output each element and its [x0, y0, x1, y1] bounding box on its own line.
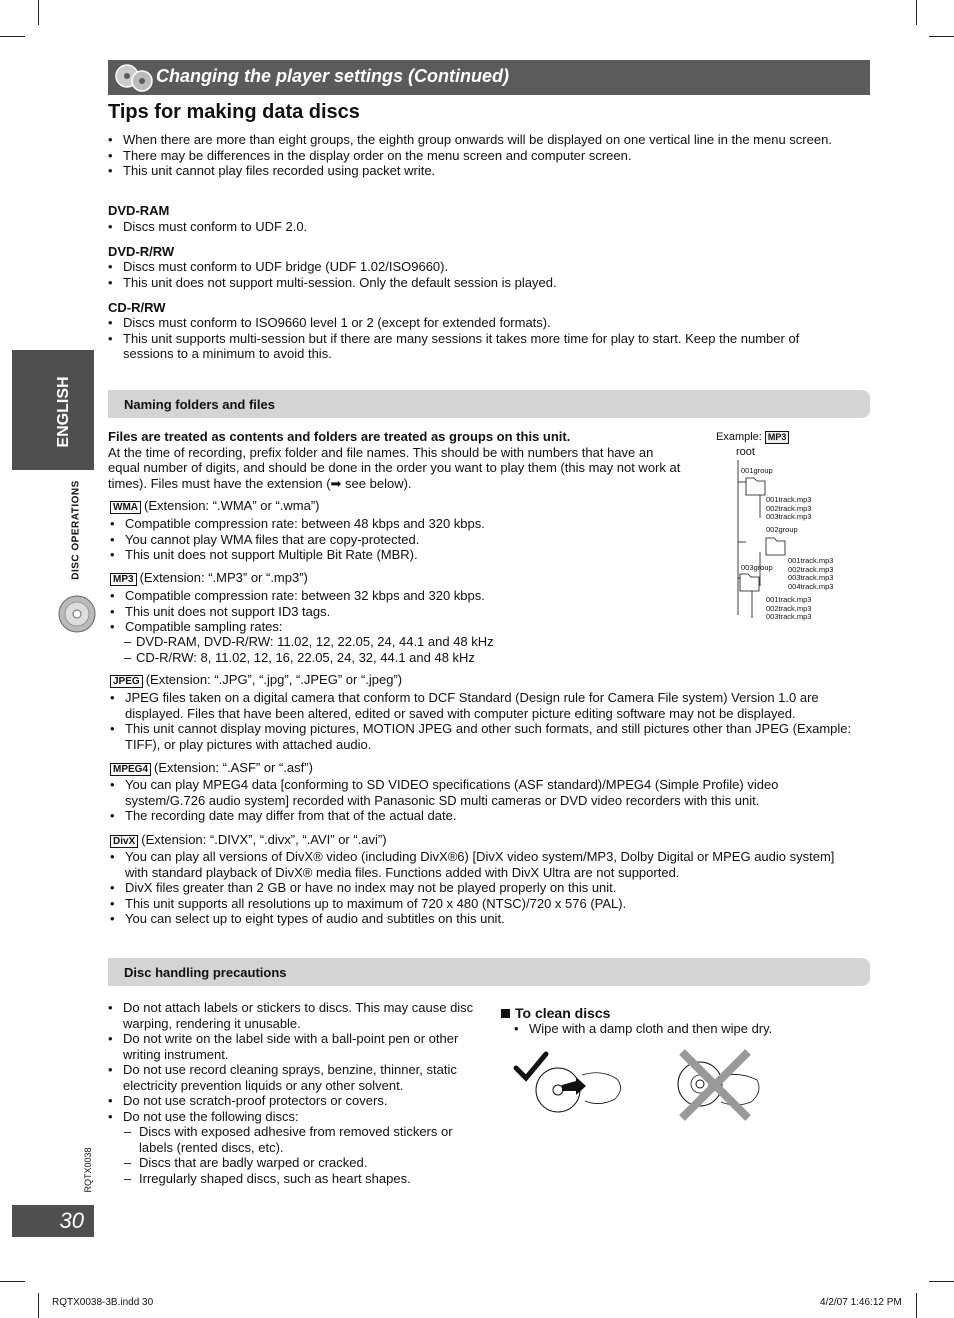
tree-track: 004track.mp3 — [788, 581, 834, 591]
footer-date: 4/2/07 1:46:12 PM — [820, 1297, 902, 1308]
tree-track: 003track.mp3 — [788, 573, 834, 582]
language-tab — [12, 350, 94, 470]
section-title: Naming folders and files — [124, 397, 275, 412]
footer-file: RQTX0038-3B.indd 30 — [52, 1297, 154, 1308]
list-item: • Do not attach labels or stickers to discs. This may cause disc warping, rendering it unusable. — [108, 1000, 478, 1031]
mp3-list — [110, 588, 700, 635]
list-item: • DivX files greater than 2 GB or have no index may not be played properly on this unit. — [110, 880, 855, 896]
wma-list — [110, 516, 700, 563]
list-item: – Discs that are badly warped or cracked. — [124, 1155, 476, 1171]
crop-mark — [0, 36, 25, 37]
list-item: • This unit does not support Multiple Bit Rate (MBR). — [110, 547, 700, 563]
tree-track: 001track.mp3 — [788, 556, 834, 565]
list-item: • You cannot play WMA files that are copy-protected. — [110, 532, 700, 548]
incorrect-cleaning-illustration — [672, 1048, 772, 1123]
format-tag: JPEG — [110, 675, 143, 688]
list-item: – Discs with exposed adhesive from removed stickers or labels (rented discs, etc). — [124, 1124, 476, 1155]
jpeg-heading — [110, 672, 402, 688]
format-tag: MP3 — [110, 573, 137, 586]
dvd-r-heading: DVD-R/RW — [108, 244, 175, 259]
format-tag: MPEG4 — [110, 763, 151, 776]
intro-list — [108, 132, 848, 179]
list-item: – CD-R/RW: 8, 11.02, 12, 16, 22.05, 24, 32, 44.1 and 48 kHz — [124, 650, 704, 666]
divx-heading — [110, 832, 387, 848]
mp3-heading — [110, 570, 308, 586]
example-label — [716, 431, 792, 444]
tree-track-list — [766, 496, 811, 522]
tree-group-label: 002group — [766, 525, 798, 534]
clean-title: To clean discs — [515, 1005, 611, 1021]
cd-r-heading: CD-R/RW — [108, 300, 166, 315]
handling-section-bar — [108, 958, 870, 986]
list-item: • Compatible compression rate: between 48 kbps and 320 kbps. — [110, 516, 700, 532]
list-item: • Compatible sampling rates: — [110, 619, 700, 635]
section-side-label: DISC OPERATIONS — [70, 480, 82, 580]
mpeg4-heading — [110, 760, 313, 776]
format-tag: WMA — [110, 501, 141, 514]
list-item: • There may be differences in the display order on the menu screen and computer screen. — [108, 148, 848, 164]
list-item: • You can play MPEG4 data [conforming to SD VIDEO specifications (ASF standard)/MPEG4 (Simple Profile) video system/G.726 audio system] recorded with Panasonic SD multi cameras or DVD video recorders with this unit. — [110, 777, 850, 808]
tree-group-label: 003group — [741, 563, 773, 572]
cd-r-list — [108, 315, 853, 362]
crop-mark — [916, 1293, 917, 1318]
page-number: 30 — [59, 1208, 84, 1233]
tree-track-list — [788, 557, 833, 591]
list-item: • This unit does not support multi-session. Only the default session is played. — [108, 275, 848, 291]
tree-track-list — [766, 596, 811, 622]
extension-text: (Extension: “.ASF” or “.asf”) — [154, 760, 313, 775]
dvd-ram-list — [108, 219, 848, 235]
list-item: • This unit does not support ID3 tags. — [110, 604, 700, 620]
crop-mark — [38, 1293, 39, 1318]
extension-text: (Extension: “.WMA” or “.wma”) — [144, 498, 320, 513]
wma-heading — [110, 498, 320, 514]
extension-text: (Extension: “.MP3” or “.mp3”) — [139, 570, 308, 585]
page-number-box — [12, 1205, 94, 1237]
lead-tail: see below). — [341, 475, 412, 491]
list-item: • When there are more than eight groups, the eighth group onwards will be displayed on one vertical line in the menu screen. — [108, 132, 848, 148]
square-bullet-icon — [501, 1009, 510, 1018]
clean-heading — [501, 1005, 610, 1021]
tree-track: 001track.mp3 — [766, 495, 812, 504]
tree-track: 001track.mp3 — [766, 595, 812, 604]
handling-disc-list — [124, 1124, 476, 1186]
clean-list — [514, 1021, 844, 1037]
mp3-sampling-list — [124, 634, 704, 665]
list-item: • Wipe with a damp cloth and then wipe dry. — [514, 1021, 844, 1037]
list-item: • You can select up to eight types of audio and subtitles on this unit. — [110, 911, 855, 927]
example-text: Example: — [716, 431, 762, 443]
correct-cleaning-illustration — [512, 1050, 632, 1120]
extension-text: (Extension: “.JPG”, “.jpg”, “.JPEG” or “.jpeg”) — [145, 672, 403, 687]
mpeg4-list — [110, 777, 850, 824]
handling-list — [108, 1000, 478, 1124]
tree-root: root — [736, 446, 755, 458]
extension-text: (Extension: “.DIVX”, “.divx”, “.AVI” or “.avi”) — [141, 832, 387, 847]
crop-mark — [38, 0, 39, 25]
lead-text: At the time of recording, prefix folder and file names. This should be with numbers that have an equal number of digits, and should be done in the order you want to play them (this may not work at times). Files must have the extension ( — [108, 444, 681, 491]
crop-mark — [0, 1281, 25, 1282]
list-item: • JPEG files taken on a digital camera that conform to DCF Standard (Design rule for Camera File system) Version 1.0 are displayed. Files that have been altered, edited or saved with computer picture editing software may not be displayed. — [110, 690, 868, 721]
crop-mark — [916, 0, 917, 25]
tree-track: 003track.mp3 — [766, 612, 812, 621]
header-bar — [108, 60, 870, 95]
list-item: • This unit cannot play files recorded using packet write. — [108, 163, 848, 179]
dvd-ram-heading: DVD-RAM — [108, 203, 170, 218]
list-item: • Do not use record cleaning sprays, benzine, thinner, static electricity prevention liquids or any other solvent. — [108, 1062, 478, 1093]
list-item: • This unit cannot display moving pictures, MOTION JPEG and other such formats, and still pictures other than JPEG (Example: TIFF), or play pictures with attached audio. — [110, 721, 868, 752]
list-item: • Do not use scratch-proof protectors or covers. — [108, 1093, 478, 1109]
list-item: • Discs must conform to UDF 2.0. — [108, 219, 848, 235]
tree-track: 003track.mp3 — [766, 512, 812, 521]
jpeg-list — [110, 690, 868, 752]
crop-mark — [929, 36, 954, 37]
naming-section-bar — [108, 390, 870, 418]
list-item: • Do not use the following discs: — [108, 1109, 478, 1125]
document-code: RQTX0038 — [83, 1147, 93, 1193]
list-item: • You can play all versions of DivX® video (including DivX®6) [DivX video system/MP3, Dolby Digital or MPEG audio system] with standard playback of DivX® media files. Functions added with DivX Ultra are not supported. — [110, 849, 855, 880]
list-item: • Discs must conform to ISO9660 level 1 or 2 (except for extended formats). — [108, 315, 853, 331]
list-item: • This unit supports all resolutions up to maximum of 720 x 480 (NTSC)/720 x 576 (PAL). — [110, 896, 855, 912]
page-title: Tips for making data discs — [108, 101, 360, 123]
format-tag: DivX — [110, 835, 138, 848]
section-header-title: Changing the player settings (Continued) — [156, 66, 510, 86]
dvd-r-list — [108, 259, 848, 290]
section-title: Disc handling precautions — [124, 965, 287, 980]
discs-icon — [114, 63, 154, 93]
list-item: – Irregularly shaped discs, such as heart shapes. — [124, 1171, 476, 1187]
tree-track: 002track.mp3 — [766, 503, 812, 513]
tree-group-label: 001group — [741, 466, 773, 475]
list-item: • Discs must conform to UDF bridge (UDF 1.02/ISO9660). — [108, 259, 848, 275]
list-item: • The recording date may differ from that of the actual date. — [110, 808, 850, 824]
crop-mark — [929, 1281, 954, 1282]
tree-track: 002track.mp3 — [766, 603, 812, 613]
naming-lead — [108, 429, 683, 491]
divx-list — [110, 849, 855, 927]
disc-icon — [57, 594, 97, 634]
list-item: • Do not write on the label side with a ball-point pen or other writing instrument. — [108, 1031, 478, 1062]
list-item: • Compatible compression rate: between 32 kbps and 320 kbps. — [110, 588, 700, 604]
tree-track: 002track.mp3 — [788, 564, 834, 574]
list-item: – DVD-RAM, DVD-R/RW: 11.02, 12, 22.05, 24, 44.1 and 48 kHz — [124, 634, 704, 650]
lead-bold: Files are treated as contents and folders are treated as groups on this unit. — [108, 429, 571, 444]
example-tag: MP3 — [765, 431, 790, 444]
language-label: ENGLISH — [55, 376, 72, 448]
list-item: • This unit supports multi-session but if there are many sessions it takes more time for play to start. Keep the number of sessions to a minimum to avoid this. — [108, 331, 853, 362]
arrow-icon: ➡ — [330, 475, 342, 491]
